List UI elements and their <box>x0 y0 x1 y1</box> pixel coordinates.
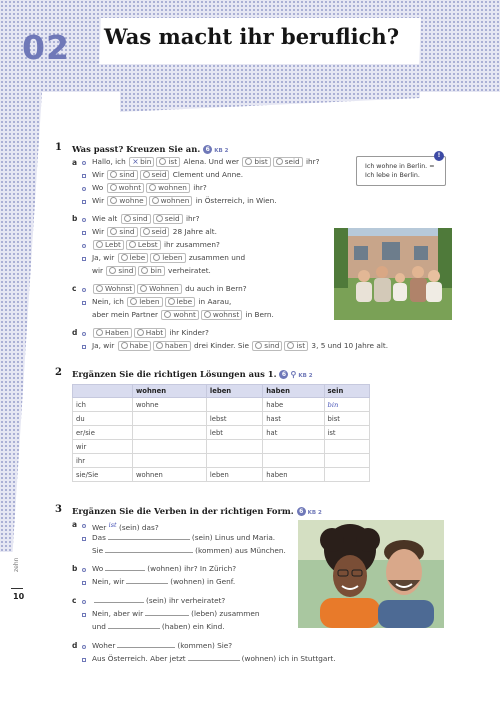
text: Woher <box>92 641 116 650</box>
speaker-b-icon <box>82 200 86 204</box>
column-header: haben <box>263 385 324 398</box>
text: verheiratet. <box>168 266 211 275</box>
sentence-line <box>92 284 247 294</box>
answer-option[interactable]: Lebst <box>126 240 161 250</box>
table-row <box>73 454 370 468</box>
answer-option[interactable]: sind <box>106 266 136 276</box>
table-cell[interactable] <box>263 440 324 454</box>
level-badge: 6 <box>279 370 288 379</box>
text: Nein, aber wir <box>92 609 144 618</box>
text: zusammen und <box>188 253 246 262</box>
answer-gap[interactable] <box>108 622 160 629</box>
sentence-line <box>92 609 260 619</box>
level-badge: 6 <box>203 145 212 154</box>
speaker-a-icon <box>82 288 86 292</box>
table-row <box>73 426 370 440</box>
table-cell[interactable]: wohne <box>133 398 207 412</box>
column-header: wohnen <box>133 385 207 398</box>
table-row <box>73 412 370 426</box>
sentence-line <box>92 341 388 351</box>
text: ihr Kinder? <box>169 328 209 337</box>
exercise-2-instruction <box>72 369 313 379</box>
table-cell: ich <box>73 398 133 412</box>
speaker-b-icon <box>82 658 86 662</box>
answer-option[interactable]: wohnst <box>201 310 242 320</box>
text: Wir <box>92 227 105 236</box>
answer-option[interactable]: sind <box>121 214 151 224</box>
speaker-a-icon <box>82 645 86 649</box>
item-letter: b <box>72 564 78 573</box>
answer-option[interactable]: sind <box>252 341 282 351</box>
item-letter: d <box>72 641 78 650</box>
text: Das <box>92 533 106 542</box>
level-badge: 6 <box>297 507 306 516</box>
sentence-line <box>92 520 159 533</box>
speaker-b-icon <box>82 345 86 349</box>
item-letter: a <box>72 520 78 529</box>
table-cell[interactable] <box>133 440 207 454</box>
speaker-b-icon <box>82 581 86 585</box>
table-cell[interactable] <box>206 440 262 454</box>
sentence-line <box>92 622 225 632</box>
text: (leben) zusammen <box>191 609 260 618</box>
item-letter: b <box>72 214 78 223</box>
table-cell: wir <box>73 440 133 454</box>
answer-option[interactable]: bin <box>138 266 164 276</box>
answer-option[interactable]: Wohnst <box>93 284 135 294</box>
answer-option[interactable]: seid <box>140 170 170 180</box>
speaker-b-icon <box>82 537 86 541</box>
sentence-line <box>92 297 231 307</box>
sentence-line <box>92 533 275 543</box>
text: du auch in Bern? <box>185 284 247 293</box>
table-cell: er/sie <box>73 426 133 440</box>
table-row <box>73 398 370 412</box>
item-letter: c <box>72 284 77 293</box>
answer-option[interactable]: lebe <box>118 253 149 263</box>
text: Aus Österreich. Aber jetzt <box>92 654 186 663</box>
sentence-line <box>92 170 243 180</box>
table-cell[interactable]: ist <box>324 426 370 440</box>
text: Wo <box>92 564 104 573</box>
text: ihr zusammen? <box>163 240 220 249</box>
answer-option[interactable]: × bin <box>129 157 154 167</box>
table-cell[interactable] <box>133 454 207 468</box>
table-cell[interactable]: hast <box>263 412 324 426</box>
text: und <box>92 622 106 631</box>
text: aber mein Partner <box>92 310 158 319</box>
text: (sein) ihr verheiratet? <box>146 596 226 605</box>
table-cell[interactable] <box>206 454 262 468</box>
sentence-line <box>92 157 320 167</box>
sentence-line <box>92 214 200 224</box>
answer-option[interactable]: lebe <box>165 297 196 307</box>
answer-gap[interactable] <box>105 564 145 571</box>
text: in Österreich, in Wien. <box>195 196 277 205</box>
answer-option[interactable]: sind <box>107 170 137 180</box>
speaker-a-icon <box>82 161 86 165</box>
sentence-line <box>92 577 235 587</box>
answer-option[interactable]: ist <box>156 157 180 167</box>
answer-gap[interactable] <box>108 533 190 540</box>
text: Wie alt <box>92 214 118 223</box>
handwritten-cell[interactable]: bin <box>324 398 370 412</box>
text: (sein) das? <box>118 523 159 532</box>
answer-option[interactable]: Wohnen <box>137 284 182 294</box>
answer-option[interactable]: leben <box>127 297 162 307</box>
table-cell[interactable] <box>324 440 370 454</box>
answer-option[interactable]: Habt <box>134 328 166 338</box>
answer-gap[interactable] <box>188 654 240 661</box>
handwritten-answer[interactable]: ist <box>108 521 117 529</box>
sentence-line <box>92 253 245 263</box>
exercise-3-text: Ergänzen Sie die Verben in der richtigen Form. <box>72 506 294 516</box>
family-photo-illustration <box>334 228 452 320</box>
text: (kommen) aus München. <box>195 546 286 555</box>
speaker-a-icon <box>82 524 86 528</box>
exercise-1-number: 1 <box>55 142 62 153</box>
answer-option[interactable]: wohne <box>107 196 146 206</box>
couple-photo <box>298 520 444 628</box>
table-row <box>73 440 370 454</box>
text: wir <box>92 266 103 275</box>
table-cell[interactable]: hat <box>263 426 324 440</box>
text: Ja, wir <box>92 253 115 262</box>
sentence-line <box>92 328 209 338</box>
speaker-b-icon <box>82 613 86 617</box>
exercise-1-text: Was passt? Kreuzen Sie an. <box>72 144 201 154</box>
text: Wo <box>92 183 104 192</box>
magnifier-icon: ⚲ <box>290 369 297 379</box>
answer-option[interactable]: bist <box>242 157 270 167</box>
exercise-3-number: 3 <box>55 504 62 515</box>
answer-option[interactable]: Lebt <box>93 240 124 250</box>
kb-reference: KB 2 <box>298 373 313 379</box>
text: Wir <box>92 170 105 179</box>
text: ihr? <box>185 214 200 223</box>
text: Alena. Und wer <box>183 157 240 166</box>
text: 28 Jahre alt. <box>172 227 217 236</box>
item-letter: a <box>72 158 78 167</box>
info-box <box>356 152 446 186</box>
header-pattern-tail <box>120 92 420 112</box>
family-photo <box>334 228 452 320</box>
exercise-1-instruction <box>72 144 228 154</box>
item-letter: c <box>72 596 77 605</box>
table-cell[interactable]: haben <box>263 468 324 482</box>
info-icon: ! <box>434 151 444 161</box>
speaker-b-icon <box>82 301 86 305</box>
table-cell[interactable] <box>133 426 207 440</box>
table-cell[interactable] <box>206 398 262 412</box>
speaker-a-icon <box>82 600 86 604</box>
kb-reference: KB 2 <box>307 510 322 516</box>
answer-option[interactable]: wohnt <box>161 310 199 320</box>
chapter-number: 02 <box>22 28 70 67</box>
text: (sein) Linus und Maria. <box>191 533 276 542</box>
sidebar-pattern <box>0 92 42 552</box>
text: Hallo, ich <box>92 157 126 166</box>
text: (wohnen) ihr? In Zürich? <box>147 564 237 573</box>
page-number-word: zehn <box>13 557 20 572</box>
item-letter: d <box>72 328 78 337</box>
kb-reference: KB 2 <box>214 148 229 154</box>
column-header: sein <box>324 385 370 398</box>
sidebar-divider <box>11 588 23 589</box>
answer-option[interactable]: seid <box>273 157 303 167</box>
table-cell[interactable]: bist <box>324 412 370 426</box>
couple-photo-illustration <box>298 520 444 628</box>
table-cell: du <box>73 412 133 426</box>
answer-gap[interactable] <box>117 641 175 648</box>
sentence-line <box>92 227 217 237</box>
answer-gap[interactable] <box>94 596 144 603</box>
text: ihr? <box>306 157 320 166</box>
sentence-line <box>92 654 336 664</box>
speaker-b-icon <box>82 231 86 235</box>
speaker-a-icon <box>82 332 86 336</box>
text: Clement und Anne. <box>172 170 244 179</box>
table-cell[interactable] <box>133 412 207 426</box>
speaker-a-icon <box>82 568 86 572</box>
text: ihr? <box>193 183 207 192</box>
exercise-3-instruction <box>72 506 322 516</box>
speaker-b-icon <box>82 174 86 178</box>
sentence-line <box>92 196 277 206</box>
answer-option[interactable]: seid <box>140 227 170 237</box>
speaker-a-icon <box>82 218 86 222</box>
info-line-1: Ich wohne in Berlin. = <box>365 163 435 170</box>
text: 3, 5 und 10 Jahre alt. <box>311 341 389 350</box>
column-header <box>73 385 133 398</box>
answer-option[interactable]: wohnen <box>149 196 193 206</box>
table-cell[interactable]: habe <box>263 398 324 412</box>
table-cell[interactable] <box>324 468 370 482</box>
text: (wohnen) ich in Stuttgart. <box>241 654 336 663</box>
text: drei Kinder. Sie <box>193 341 249 350</box>
answer-option[interactable]: wohnt <box>107 183 145 193</box>
answer-option[interactable]: Haben <box>93 328 132 338</box>
text: (kommen) Sie? <box>177 641 233 650</box>
sentence-line <box>92 641 232 651</box>
text: Ja, wir <box>92 341 115 350</box>
speaker-a-icon <box>82 244 86 248</box>
conjugation-table <box>72 384 370 482</box>
text: (wohnen) in Genf. <box>170 577 236 586</box>
exercise-2-text: Ergänzen Sie die richtigen Lösungen aus 1. <box>72 369 277 379</box>
text: Wer <box>92 523 107 532</box>
table-cell[interactable]: wohnen <box>133 468 207 482</box>
sentence-line <box>92 266 211 276</box>
sentence-line <box>92 240 220 250</box>
answer-option[interactable]: sind <box>107 227 137 237</box>
answer-option[interactable]: wohnen <box>146 183 190 193</box>
table-cell[interactable]: lebst <box>206 412 262 426</box>
table-cell: ihr <box>73 454 133 468</box>
info-line-2: Ich lebe in Berlin. <box>365 172 420 179</box>
text: (haben) ein Kind. <box>161 622 225 631</box>
page-number: 10 <box>13 592 25 601</box>
answer-option[interactable]: ist <box>284 341 308 351</box>
speaker-b-icon <box>82 257 86 261</box>
text: Wir <box>92 196 105 205</box>
sentence-line <box>92 564 236 574</box>
answer-gap[interactable] <box>105 546 193 553</box>
answer-gap[interactable] <box>126 577 168 584</box>
sentence-line <box>92 183 207 193</box>
table-cell[interactable] <box>263 454 324 468</box>
text: Nein, wir <box>92 577 125 586</box>
sentence-line <box>92 546 286 556</box>
table-cell[interactable] <box>324 454 370 468</box>
answer-option[interactable]: leben <box>150 253 185 263</box>
table-cell[interactable]: lebt <box>206 426 262 440</box>
text: in Aarau, <box>198 297 232 306</box>
exercise-2-number: 2 <box>55 367 62 378</box>
text: in Bern. <box>245 310 274 319</box>
table-cell: sie/Sie <box>73 468 133 482</box>
page-title: Was macht ihr beruflich? <box>104 24 399 49</box>
answer-option[interactable]: habe <box>118 341 151 351</box>
table-header-row <box>73 385 370 398</box>
column-header: leben <box>206 385 262 398</box>
speaker-a-icon <box>82 187 86 191</box>
answer-gap[interactable] <box>145 609 189 616</box>
sentence-line <box>92 310 274 320</box>
answer-option[interactable]: seid <box>153 214 183 224</box>
text: Sie <box>92 546 104 555</box>
table-cell[interactable]: leben <box>206 468 262 482</box>
text: Nein, ich <box>92 297 124 306</box>
answer-option[interactable]: haben <box>153 341 191 351</box>
sentence-line <box>92 596 225 606</box>
table-row <box>73 468 370 482</box>
